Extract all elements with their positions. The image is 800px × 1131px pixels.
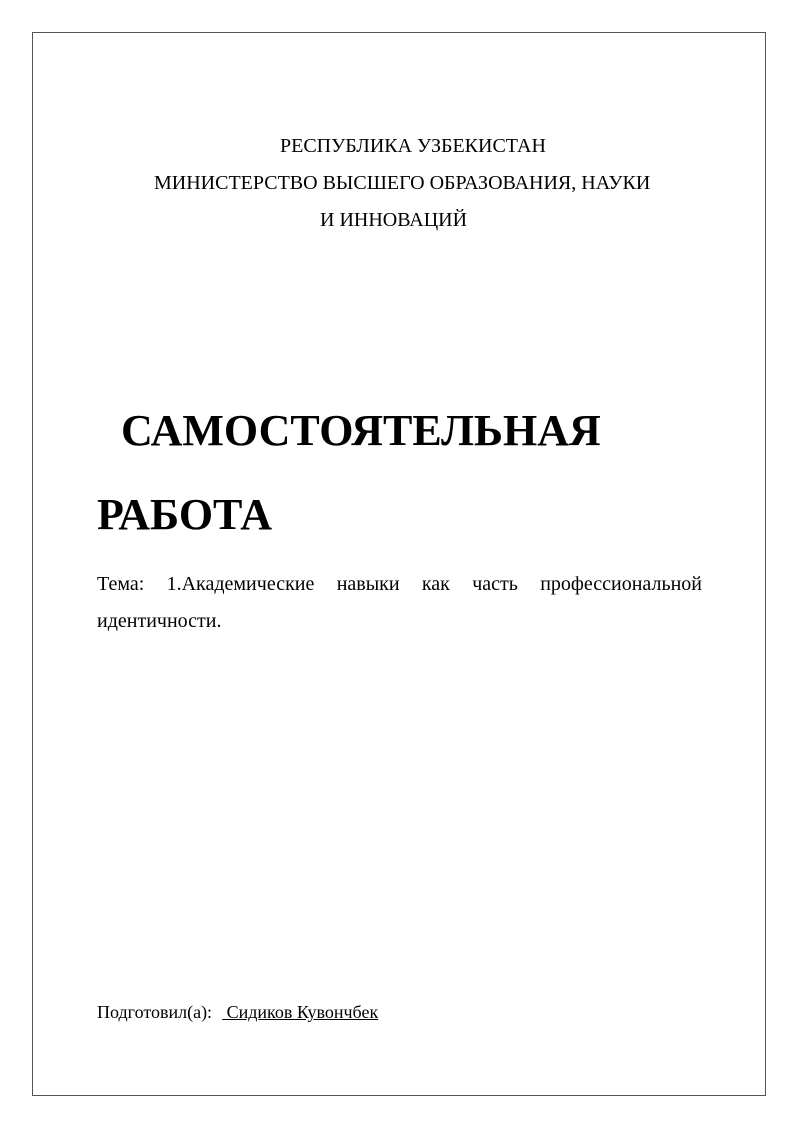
topic-line-1 xyxy=(97,566,702,603)
document-title-line-2: РАБОТА xyxy=(97,490,272,539)
header-ministry: МИНИСТЕРСТВО ВЫСШЕГО ОБРАЗОВАНИЯ, НАУКИ xyxy=(154,172,651,194)
institution-header xyxy=(0,128,800,239)
prepared-by-label: Подготовил(а): xyxy=(97,1002,213,1022)
header-country: РЕСПУБЛИКА УЗБЕКИСТАН xyxy=(280,135,546,157)
topic-word: Тема: xyxy=(97,573,145,595)
author-name: Сидиков Кувончбек xyxy=(222,1002,379,1022)
topic-line-2: идентичности. xyxy=(97,610,222,632)
topic-word: как xyxy=(421,573,450,595)
topic-word: 1.Академические xyxy=(166,573,315,595)
document-title-line-1: САМОСТОЯТЕЛЬНАЯ xyxy=(121,406,601,455)
topic-word: навыки xyxy=(336,573,400,595)
topic-word: профессиональной xyxy=(540,573,702,595)
header-ministry-continued: И ИННОВАЦИЙ xyxy=(320,209,468,231)
prepared-by xyxy=(97,998,378,1026)
topic-word: часть xyxy=(472,573,518,595)
topic-paragraph xyxy=(97,566,702,640)
